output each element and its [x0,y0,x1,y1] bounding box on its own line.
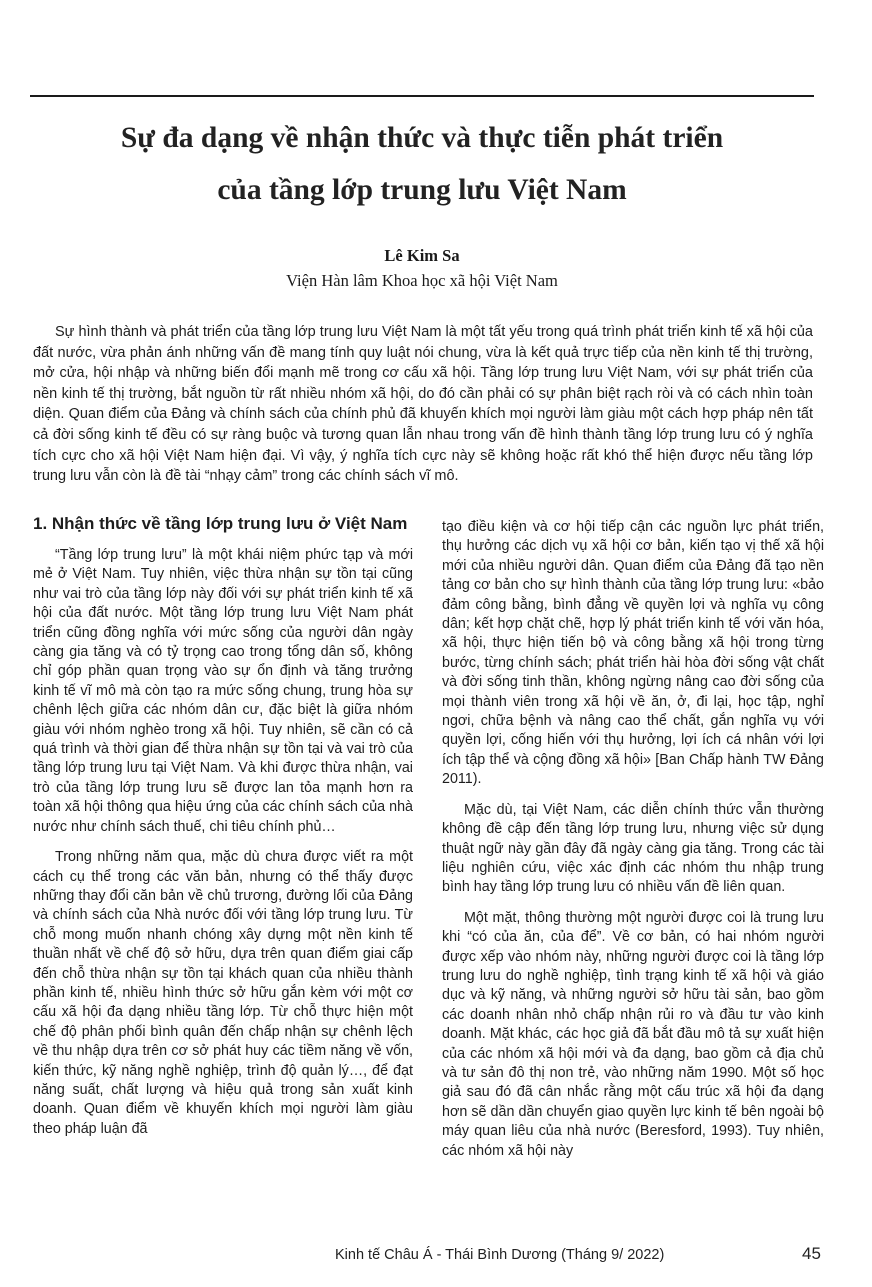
left-column [33,514,413,1150]
body-paragraph: “Tầng lớp trung lưu” là một khái niệm phức tạp và mới mẻ ở Việt Nam. Tuy nhiên, việc thừa nhận sự tồn tại cũng như vai trò của tầng lớp này đối với sự phát triển kinh tế xã hội của đất nước. Một tầng lớp trung lưu Việt Nam phát triển cũng đồng nghĩa với mức sống của người dân ngày càng gia tăng và có tỷ trọng cao trong tổng dân số, không chỉ góp phần quan trọng vào sự ổn định và tăng trưởng kinh tế vĩ mô mà còn tạo ra mức sống chung, trung hòa sự chênh lệch giữa các nhóm dân cư, đặc biệt là giữa nhóm giàu với nhóm nghèo trong xã hội. Tuy nhiên, sẽ cần có cả quá trình và thời gian để thừa nhận sự tồn tại và vai trò của tầng lớp trung lưu tại Việt Nam. Và khi được thừa nhận, vai trò của tầng lớp trung lưu sẽ được lan tỏa mạnh hơn ra toàn xã hội thông qua hiệu ứng của các chính sách của nhà nước như chính sách thuế, chi tiêu chính phủ… [33,547,413,835]
header-rule [30,95,814,97]
body-paragraph: Trong những năm qua, mặc dù chưa được viết ra một cách cụ thể trong các văn bản, nhưng có thể thấy được những thay đổi căn bản về chủ trương, đường lối của Đảng và chính sách của Nhà nước đối với tầng lớp trung lưu. Từ chỗ mong muốn nhanh chóng xây dựng một nền kinh tế thuần nhất về chế độ sở hữu, dựa trên quan điểm giai cấp đến chỗ thừa nhận sự tồn tại khách quan của nhiều thành phần kinh tế, nhiều hình thức sở hữu gắn kèm với một cơ cấu xã hội đa dạng nhiều tầng lớp. Từ chỗ thực hiện một chế độ phân phối bình quân đến chấp nhận sự chênh lệch về thu nhập dựa trên cơ sở phát huy các tiềm năng về vốn, kiến thức, kỹ năng nghề nghiệp, trình độ quản lý…, để đạt năng suất, chất lượng và hiệu quả trong sản xuất kinh doanh. Quan điểm về khuyến khích mọi người làm giàu theo pháp luận đã [33,849,413,1137]
body-paragraph: Mặc dù, tại Việt Nam, các diễn chính thức vẫn thường không đề cập đến tầng lớp trung lưu, nhưng việc sử dụng thuật ngữ này gần đây đã ngày càng gia tăng. Trong các tài liệu nghiên cứu, việc xác định các nhóm thu nhập trung bình hay tầng lớp trung lưu có nhiều vấn đề liên quan. [442,801,824,896]
abstract: Sự hình thành và phát triển của tầng lớp trung lưu Việt Nam là một tất yếu trong quá trình phát triển kinh tế xã hội của đất nước, vừa phản ánh những vấn đề mang tính quy luật nói chung, vừa là kết quả trực tiếp của nền kinh tế thị trường, mở cửa, hội nhập và những biến đổi mạnh mẽ trong cơ cấu xã hội. Tầng lớp trung lưu Việt Nam, với sự phát triển của nền kinh tế thị trường, bắt nguồn từ rất nhiều nhóm xã hội, do đó cần phải có sự phân biệt rạch ròi và có cách nhìn toàn diện. Quan điểm của Đảng và chính sách của chính phủ đã khuyến khích mọi người làm giàu một cách hợp pháp nên tất cả đời sống kinh tế đều có sự ràng buộc và tương quan lẫn nhau trong vấn đề hình thành tầng lớp trung lưu có ý nghĩa tích cực cho xã hội Việt Nam hiện đại. Vì vậy, ý nghĩa tích cực này sẽ không hoặc rất khó thể hiện được nếu tầng lớp trung lưu vẫn còn là đề tài “nhạy cảm” trong các chính sách vĩ mô. [33,324,813,485]
article-title-line-1: Sự đa dạng về nhận thức và thực tiễn phát triển [120,122,724,154]
section-heading: 1. Nhận thức về tầng lớp trung lưu ở Việt Nam [33,514,408,533]
author-name: Lê Kim Sa [384,246,460,265]
author-affiliation: Viện Hàn lâm Khoa học xã hội Việt Nam [286,271,558,290]
page-number: 45 [802,1244,821,1263]
body-paragraph: tạo điều kiện và cơ hội tiếp cận các nguồn lực phát triển, thụ hưởng các dịch vụ xã hội cơ bản, kiến tạo vị thế xã hội mới của nhiều người dân. Quan điểm của Đảng đã tạo nền tảng cơ bản cho sự hình thành của tầng lớp trung lưu: «bảo đảm công bằng, bình đẳng về quyền lợi và nghĩa vụ công dân; kết hợp chặt chẽ, hợp lý phát triển kinh tế với văn hóa, xã hội, thực hiện tiến bộ và công bằng xã hội trong từng bước, từng chính sách; phát triển hài hòa đời sống vật chất và đời sống tinh thần, không ngừng nâng cao đời sống của mọi thành viên trong xã hội về ăn, ở, đi lại, học tập, nghỉ ngơi, chữa bệnh và nâng cao thể chất, gắn nghĩa vụ với quyền lợi, cống hiến với thụ hưởng, lợi ích cá nhân với lợi ích tập thể và cộng đồng xã hội» [Ban Chấp hành TW Đảng 2011). [442,519,824,788]
right-column [442,518,824,1172]
article-title-line-2: của tầng lớp trung lưu Việt Nam [217,174,627,206]
journal-footer: Kinh tế Châu Á - Thái Bình Dương (Tháng 9/ 2022) [335,1247,665,1263]
body-paragraph: Một mặt, thông thường một người được coi là trung lưu khi “có của ăn, của để”. Về cơ bản, có hai nhóm người được xếp vào nhóm này, những người được coi là tầng lớp trung lưu do nghề nghiệp, tình trạng kinh tế xã hội và giáo dục và kỹ năng, và những người sở hữu tài sản, bao gồm các doanh nhân nhỏ chấp nhận rủi ro và đầu tư vào kinh doanh. Mặt khác, các học giả đã bắt đầu mô tả sự xuất hiện của các nhóm xã hội mới và đa dạng, bao gồm cả địa chủ và tư sản đô thị non trẻ, vào những năm 1990. Một số học giả sau đó đã cân nhắc rằng một cấu trúc xã hội đa dạng hơn sẽ dần dần chuyển giao quyền lực kinh tế bên ngoài bộ máy quan liêu của nhà nước (Beresford, 1993). Tuy nhiên, các nhóm xã hội này [442,909,824,1159]
